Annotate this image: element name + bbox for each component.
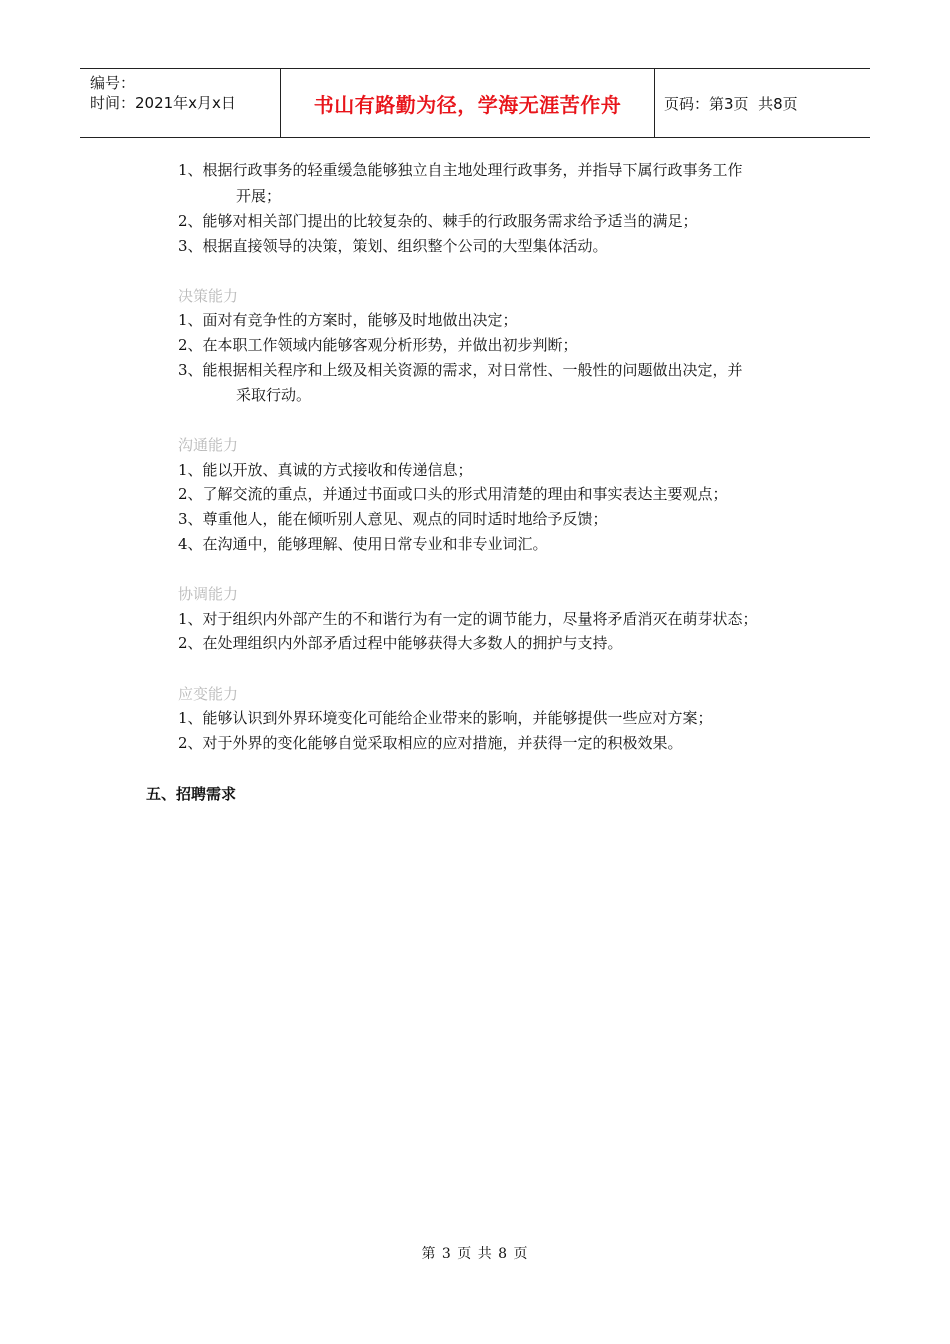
subsection-heading-coordination: 协调能力 bbox=[178, 585, 239, 603]
header-divider bbox=[654, 69, 655, 137]
list-item: 1、能以开放、真诚的方式接收和传递信息； bbox=[178, 461, 473, 479]
list-item: 2、能够对相关部门提出的比较复杂的、棘手的行政服务需求给予适当的满足； bbox=[178, 212, 698, 230]
list-item: 1、面对有竞争性的方案时，能够及时地做出决定； bbox=[178, 311, 518, 329]
header-page-label bbox=[664, 69, 864, 137]
page-header bbox=[80, 68, 870, 138]
list-item: 1、能够认识到外界环境变化可能给企业带来的影响，并能够提供一些应对方案； bbox=[178, 709, 713, 727]
list-item: 2、在处理组织内外部矛盾过程中能够获得大多数人的拥护与支持。 bbox=[178, 634, 623, 652]
document-number-label: 编号： bbox=[90, 74, 136, 92]
list-item: 1、对于组织内外部产生的不和谐行为有一定的调节能力，尽量将矛盾消灭在萌芽状态； bbox=[178, 610, 758, 628]
subsection-heading-decision: 决策能力 bbox=[178, 287, 239, 305]
page-footer: 第 3 页 共 8 页 bbox=[421, 1246, 529, 1262]
document-time-label: 时间：2021年x月x日 bbox=[90, 94, 236, 112]
subsection-heading-adaptability: 应变能力 bbox=[178, 685, 239, 703]
list-item: 1、根据行政事务的轻重缓急能够独立自主地处理行政事务，并指导下属行政事务工作 bbox=[178, 161, 743, 179]
list-item: 2、对于外界的变化能够自觉采取相应的应对措施，并获得一定的积极效果。 bbox=[178, 734, 683, 752]
list-item: 3、尊重他人，能在倾听别人意见、观点的同时适时地给予反馈； bbox=[178, 510, 608, 528]
list-item: 3、根据直接领导的决策，策划、组织整个公司的大型集体活动。 bbox=[178, 237, 608, 255]
list-item-continuation: 采取行动。 bbox=[236, 386, 312, 404]
header-left-cell bbox=[90, 73, 280, 113]
list-item: 3、能根据相关程序和上级及相关资源的需求，对日常性、一般性的问题做出决定，并 bbox=[178, 361, 743, 379]
list-item: 2、了解交流的重点，并通过书面或口头的形式用清楚的理由和事实表达主要观点； bbox=[178, 485, 728, 503]
list-item: 4、在沟通中，能够理解、使用日常专业和非专业词汇。 bbox=[178, 535, 548, 553]
page-number-text: 页码：第3页 共8页 bbox=[664, 94, 798, 113]
list-item: 2、在本职工作领域内能够客观分析形势，并做出初步判断； bbox=[178, 336, 578, 354]
subsection-heading-communication: 沟通能力 bbox=[178, 436, 239, 454]
header-motto: 书山有路勤为径，学海无涯苦作舟 bbox=[313, 92, 622, 117]
list-item-continuation: 开展； bbox=[236, 187, 282, 205]
section-heading-recruitment: 五、招聘需求 bbox=[146, 785, 237, 803]
